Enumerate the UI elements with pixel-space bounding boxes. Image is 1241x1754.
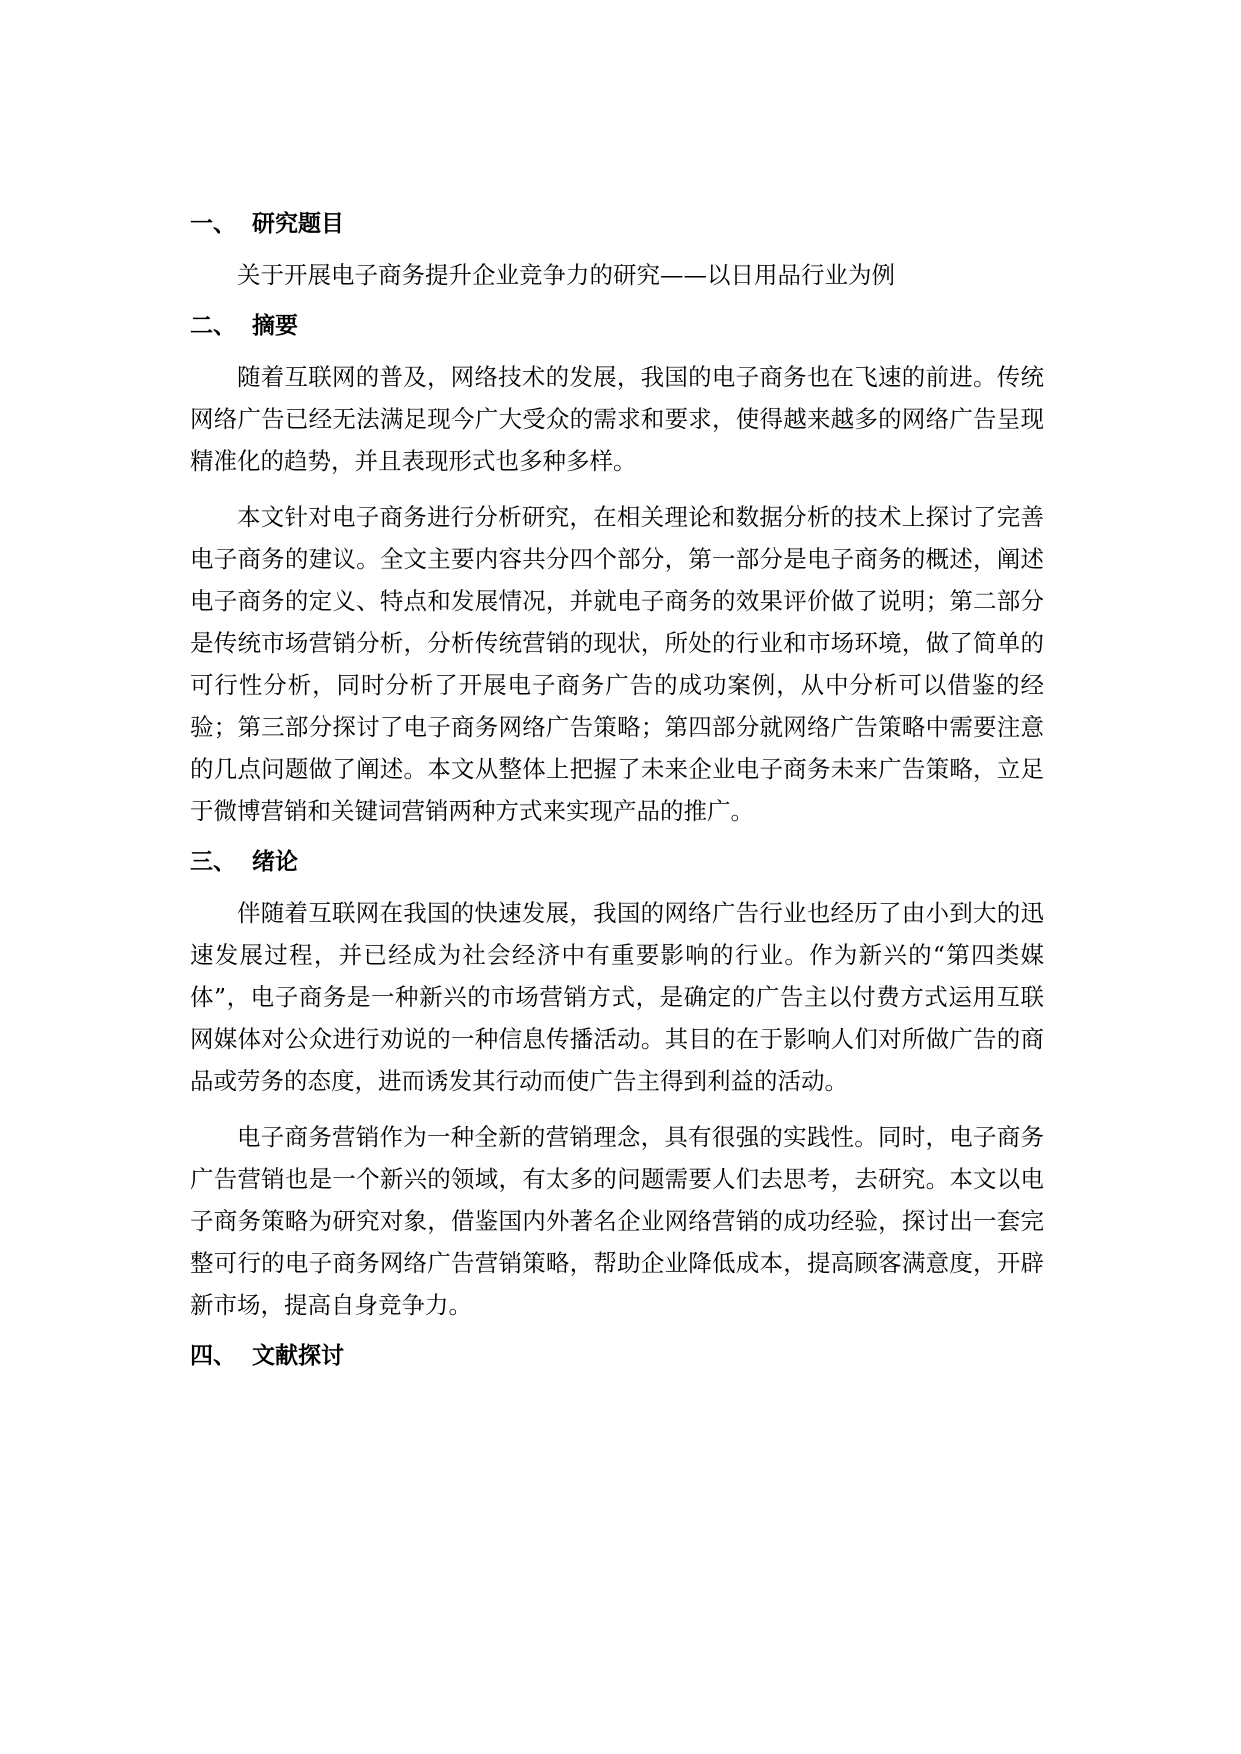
abstract-paragraph-2: 本文针对电子商务进行分析研究，在相关理论和数据分析的技术上探讨了完善电子商务的建议。全文主要内容共分四个部分，第一部分是电子商务的概述，阐述电子商务的定义、特点和发展情况，并就电子商务的效果评价做了说明；第二部分是传统市场营销分析，分析传统营销的现状，所处的行业和市场环境，做了简单的可行性分析，同时分析了开展电子商务广告的成功案例，从中分析可以借鉴的经验；第三部分探讨了电子商务网络广告策略；第四部分就网络广告策略中需要注意的几点问题做了阐述。本文从整体上把握了未来企业电子商务未来广告策略，立足于微博营销和关键词营销两种方式来实现产品的推广。 <box>190 503 1044 825</box>
section-number: 三、 <box>190 849 236 875</box>
section-heading-research-topic <box>190 204 1044 244</box>
section-title: 研究题目 <box>252 211 344 237</box>
introduction-paragraph-2: 电子商务营销作为一种全新的营销理念，具有很强的实践性。同时，电子商务广告营销也是一个新兴的领域，有太多的问题需要人们去思考，去研究。本文以电子商务策略为研究对象，借鉴国内外著名企业网络营销的成功经验，探讨出一套完整可行的电子商务网络广告营销策略，帮助企业降低成本，提高顾客满意度，开辟新市场，提高自身竞争力。 <box>190 1123 1044 1319</box>
section-title: 摘要 <box>252 313 298 339</box>
section-title: 绪论 <box>252 849 298 875</box>
research-topic-paragraph: 关于开展电子商务提升企业竞争力的研究——以日用品行业为例 <box>237 261 895 289</box>
document-body <box>190 204 1044 1376</box>
section-heading-abstract <box>190 306 1044 346</box>
introduction-paragraph-1: 伴随着互联网在我国的快速发展，我国的网络广告行业也经历了由小到大的迅速发展过程，并已经成为社会经济中有重要影响的行业。作为新兴的“第四类媒体”，电子商务是一种新兴的市场营销方式，是确定的广告主以付费方式运用互联网媒体对公众进行劝说的一种信息传播活动。其目的在于影响人们对所做广告的商品或劳务的态度，进而诱发其行动而使广告主得到利益的活动。 <box>190 899 1044 1095</box>
section-number: 四、 <box>190 1343 236 1369</box>
section-heading-introduction <box>190 842 1044 882</box>
section-number: 一、 <box>190 211 236 237</box>
section-title: 文献探讨 <box>252 1343 344 1369</box>
section-number: 二、 <box>190 313 236 339</box>
abstract-paragraph-1: 随着互联网的普及，网络技术的发展，我国的电子商务也在飞速的前进。传统网络广告已经无法满足现今广大受众的需求和要求，使得越来越多的网络广告呈现精准化的趋势，并且表现形式也多种多样。 <box>190 363 1044 475</box>
section-heading-literature-review <box>190 1336 1044 1376</box>
